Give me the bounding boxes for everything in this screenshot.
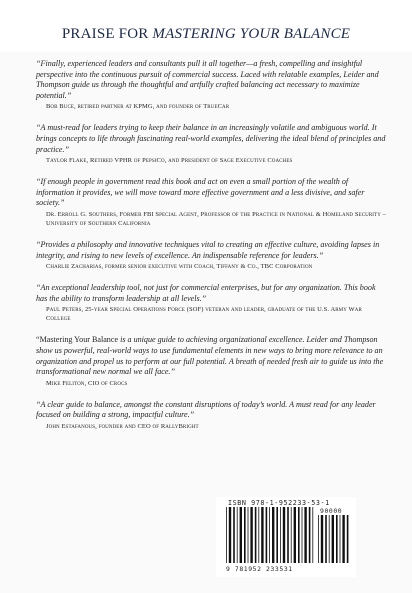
barcode-bar bbox=[229, 507, 231, 563]
barcode-bar bbox=[255, 507, 257, 563]
barcode-bar bbox=[250, 507, 252, 563]
barcode-bar bbox=[240, 507, 242, 563]
quote-text bbox=[36, 335, 386, 377]
book-title: MASTERING YOUR BALANCE bbox=[152, 26, 351, 42]
quote-attribution: Taylor Flake, Retired VPHR of PepsiCo, and President of Sage Executive Coaches bbox=[46, 157, 293, 165]
barcode-bar bbox=[332, 515, 334, 563]
barcode-digits: 9 781952 233531 bbox=[226, 565, 293, 573]
barcode-bar bbox=[261, 507, 263, 563]
quote-attribution: Paul Peters, 25-year Special Operations Force (SOF) veteran and leader, graduate of the U.S. Army War College bbox=[46, 306, 362, 323]
quote-attribution: Mike Feliton, CIO of Crocs bbox=[46, 379, 128, 387]
barcode-bar bbox=[244, 507, 246, 563]
addon-barcode bbox=[318, 515, 352, 563]
title-prefix: PRAISE FOR bbox=[61, 26, 153, 42]
barcode-bar bbox=[347, 515, 349, 563]
isbn-barcode bbox=[226, 507, 316, 563]
barcode-bar bbox=[325, 515, 327, 563]
quote-text: “Provides a philosophy and innovative techniques vital to creating an effective culture, avoiding lapses in integrity, and rising to new levels of excellence. An indispensable reference for leaders.” bbox=[36, 239, 380, 260]
barcode-bar bbox=[280, 507, 281, 563]
barcode-bar bbox=[276, 507, 278, 563]
barcode-bar bbox=[283, 507, 285, 563]
quote-attribution: Bob Buce, retired partner at KPMG, and founder of TrueCar bbox=[46, 103, 230, 111]
isbn-label: ISBN 978-1-952233-53-1 bbox=[228, 499, 330, 507]
barcode-bar bbox=[258, 507, 259, 563]
barcode-bar bbox=[312, 507, 313, 563]
barcode-bar bbox=[321, 515, 323, 563]
barcode-bar bbox=[329, 515, 330, 563]
barcode-bar bbox=[269, 507, 270, 563]
barcode-bar bbox=[304, 507, 306, 563]
barcode-bar bbox=[272, 507, 274, 563]
barcode-bar bbox=[291, 507, 292, 563]
barcode-bar bbox=[266, 507, 268, 563]
barcode-bar bbox=[237, 507, 238, 563]
barcode-bar bbox=[336, 515, 338, 563]
barcode-bar bbox=[287, 507, 289, 563]
quote-body: is a unique guide to achieving organizational excellence. Leider and Thompson show us powerful, real-world ways to use fundamental elements in new ways to bring more relevance to an organization and propel us to perform at our full potential. A breath of needed fresh air to guide us into the transformational new normal we all face.” bbox=[36, 335, 384, 377]
quote-attribution: Charlie Zacharias, former senior executive with Coach, Tiffany & Co., TBC Corporation bbox=[46, 263, 313, 271]
barcode-bar bbox=[318, 515, 319, 563]
praise-quotes bbox=[36, 59, 386, 431]
barcode-bar bbox=[248, 507, 249, 563]
quote-text: “A must-read for leaders trying to keep their balance in an increasingly volatile and ambiguous world. It brings concepts to life through fascinating real-world examples, delivering the ideal blend of principles and practice.” bbox=[36, 123, 386, 154]
barcode-bar bbox=[309, 507, 311, 563]
quote-text: “Finally, experienced leaders and consultants pull it all together—a fresh, compelling and insightful perspective into the continuous pursuit of commercial success. Laced with relatable examples, Leider and Thompson guide us through the thoughtful and artfully crafted balancing act necessary to maximize potential.” bbox=[36, 59, 379, 100]
barcode-bar bbox=[298, 507, 300, 563]
quote-text: “If enough people in government read this book and act on even a small portion of the wealth of information it provides, we will move toward more effective government and a less divisive, and safer society.” bbox=[36, 177, 365, 208]
barcode-bar bbox=[302, 507, 303, 563]
quote-text: “A clear guide to balance, amongst the constant disruptions of today’s world. A must read for any leader focused on building a strong, impactful culture.” bbox=[36, 399, 376, 420]
quote-text: “An exceptional leadership tool, not just for commercial enterprises, but for any organization. This book has the ability to transform leadership at all levels.” bbox=[36, 283, 376, 303]
quote-book-title: “Mastering Your Balance bbox=[36, 335, 119, 345]
barcode-bar bbox=[233, 507, 235, 563]
barcode-bar bbox=[340, 515, 341, 563]
barcode-bar bbox=[294, 507, 296, 563]
barcode-bar bbox=[226, 507, 227, 563]
quote-attribution: John Estafanous, founder and CEO of RallyBright bbox=[46, 422, 199, 430]
quote-attribution: Dr. Erroll G. Southers, Former FBI Special Agent, Professor of the Practice in National & Homeland Security – University of Southern California bbox=[46, 210, 386, 227]
price-addon: 90000 bbox=[320, 507, 343, 515]
page-title bbox=[0, 26, 412, 43]
barcode-bar bbox=[342, 515, 344, 563]
